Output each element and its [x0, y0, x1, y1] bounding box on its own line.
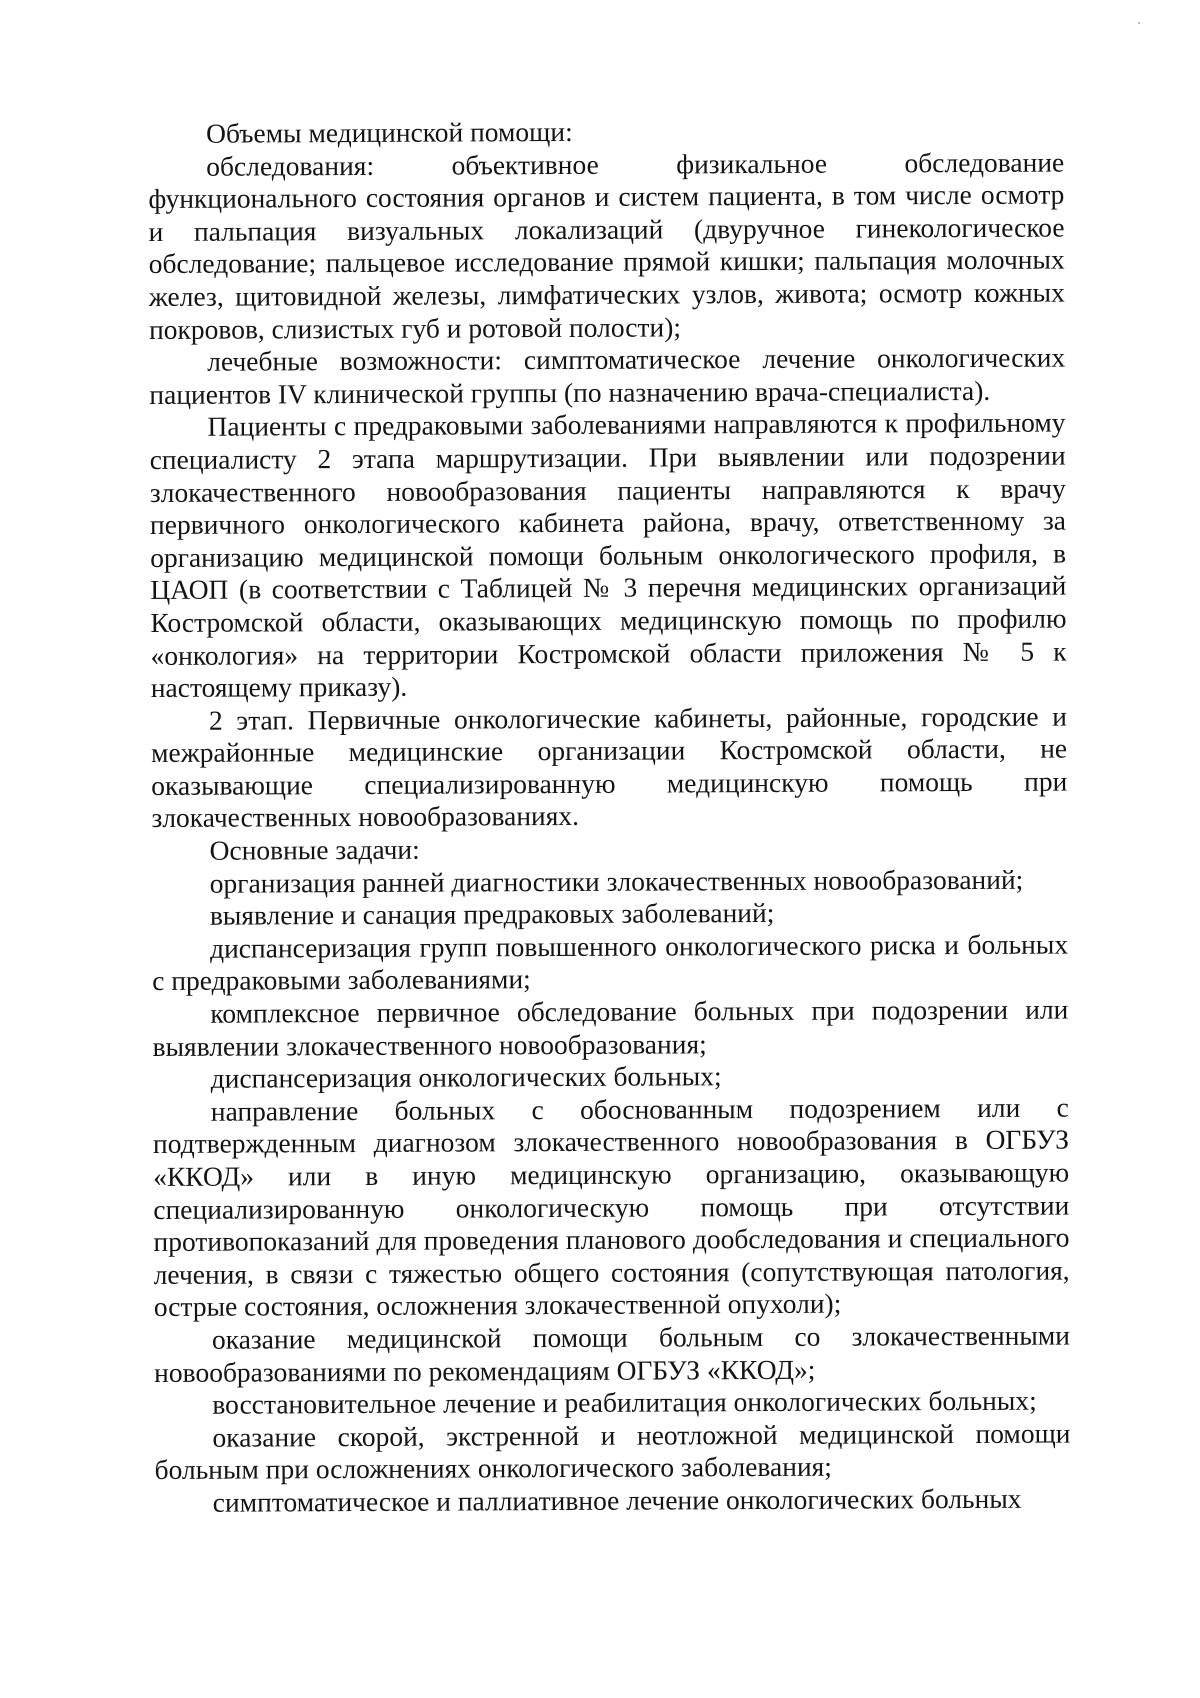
paragraph-volumes-heading: Объемы медицинской помощи: — [205, 115, 573, 149]
list-item-referral: направление больных с обоснованным подозрением или с подтвержденным диагнозом злокачественного новообразования в ОГБУЗ «ККОД» или в иную медицинскую организацию, оказывающую специализированную онкологическую помощь при отсутствии противопоказаний для проведения планового дообследования и специального лечения, в связи с тяжестью общего состояния (сопутствующая патология, острые состояния, осложнения злокачественной опухоли); — [152, 1091, 1070, 1323]
paragraph-treatment-options: лечебные возможности: симптоматическое лечение онкологических пациентов IV клинической группы (по назначению врача-специалиста). — [149, 341, 1066, 410]
document-body — [148, 114, 1071, 1520]
list-item-oncology-dispensary: диспансеризация онкологических больных; — [210, 1060, 722, 1094]
list-item-early-diagnostics: организация ранней диагностики злокачественных новообразований; — [209, 863, 1024, 899]
list-item-risk-group-dispensary: диспансеризация групп повышенного онкологического риска и больных с предраковыми заболеваниями; — [152, 928, 1069, 997]
list-item-precancer-detection: выявление и санация предраковых заболеваний; — [209, 897, 775, 931]
paragraph-patients-routing: Пациенты с предраковыми заболеваниями направляются к профильному специалисту 2 этапа маршрутизации. При выявлении или подозрении злокачественного новообразования пациенты направляются к врачу первичного онкологического кабинета района, врачу, ответственному за организацию медицинской помощи больным онкологического профиля, в ЦАОП (в соответствии с Таблицей № 3 перечня медицинских организаций Костромской области, оказывающих медицинскую помощь по профилю «онкология» на территории Костромской области приложения № 5 к настоящему приказу). — [149, 406, 1067, 704]
list-item-care-by-recommendations: оказание медицинской помощи больным со злокачественными новообразованиями по рекомендациям ОГБУЗ «ККОД»; — [154, 1319, 1071, 1388]
list-item-palliative-care: симптоматическое и паллиативное лечение онкологических больных — [212, 1482, 1022, 1518]
list-item-complex-examination: комплексное первичное обследование больных при подозрении или выявлении злокачественного новообразования; — [152, 993, 1069, 1062]
paragraph-examinations: обследования: объективное физикальное обследование функционального состояния органов и систем пациента, в том числе осмотр и пальпация визуальных локализаций (двуручное гинекологическое обследование; пальцевое исследование прямой кишки; пальпация молочных желез, щитовидной железы, лимфатических узлов, живота; осмотр кожных покровов, слизистых губ и ротовой полости); — [148, 146, 1065, 345]
paragraph-main-tasks-heading: Основные задачи: — [209, 833, 420, 866]
list-item-rehabilitation: восстановительное лечение и реабилитация онкологических больных; — [212, 1384, 1037, 1420]
list-item-emergency-care: оказание скорой, экстренной и неотложной медицинской помощи больным при осложнениях онкологического заболевания; — [154, 1417, 1071, 1486]
paragraph-stage-2: 2 этап. Первичные онкологические кабинеты, районные, городские и межрайонные медицинские организации Костромской области, не оказывающие специализированную медицинскую помощь при злокачественных новообразованиях. — [151, 700, 1068, 834]
scan-artifact — [1138, 22, 1140, 24]
